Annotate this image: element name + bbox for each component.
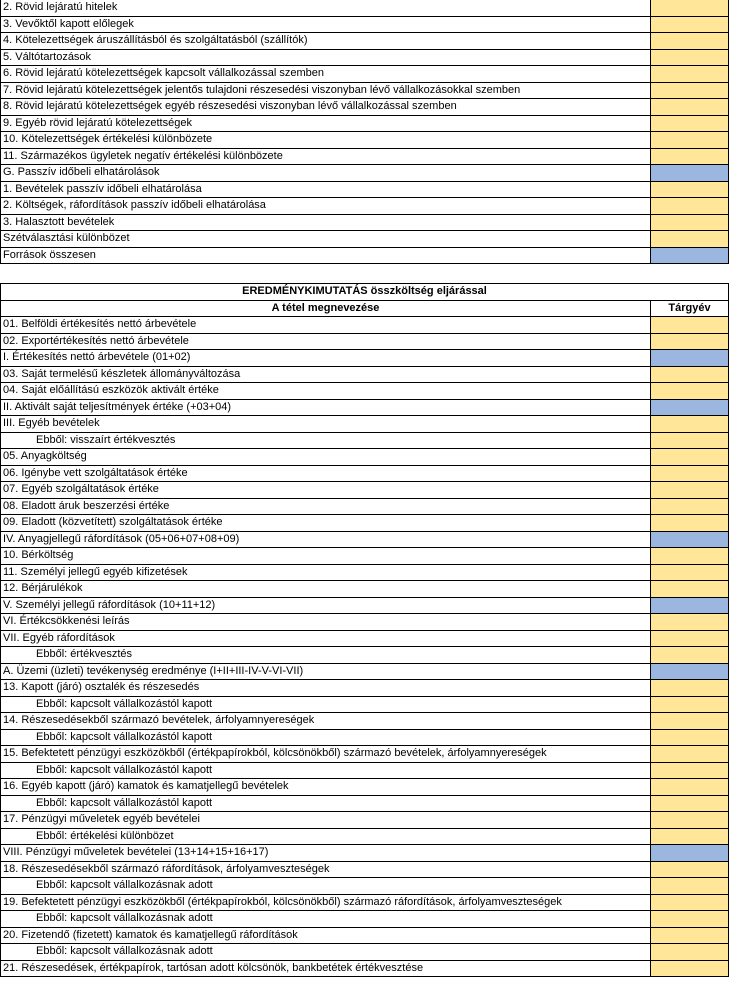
row-label: 9. Egyéb rövid lejáratú kötelezettségek — [1, 115, 651, 132]
table-row — [1, 0, 729, 16]
row-label: 4. Kötelezettségek áruszállításból és szolgáltatásból (szállítók) — [1, 33, 651, 50]
row-label: Ebből: kapcsolt vállalkozástól kapott — [1, 795, 651, 812]
value-cell[interactable] — [651, 729, 729, 746]
row-label: 04. Saját előállítású eszközök aktivált értéke — [1, 383, 651, 400]
value-cell[interactable] — [651, 861, 729, 878]
row-label: 8. Rövid lejáratú kötelezettségek egyéb részesedési viszonyban lévő vállalkozással szemben — [1, 99, 651, 116]
row-label: 10. Bérköltség — [1, 548, 651, 565]
value-cell[interactable] — [651, 713, 729, 730]
table-row — [1, 449, 729, 466]
value-cell[interactable] — [651, 317, 729, 334]
row-label: 18. Részesedésekből származó ráfordítások, árfolyamveszteségek — [1, 861, 651, 878]
table-row — [1, 911, 729, 928]
row-label: 6. Rövid lejáratú kötelezettségek kapcsolt vállalkozással szemben — [1, 66, 651, 83]
row-label: Források összesen — [1, 247, 651, 264]
row-label: 11. Személyi jellegű egyéb kifizetések — [1, 564, 651, 581]
total-value-cell[interactable] — [651, 597, 729, 614]
value-cell[interactable] — [651, 33, 729, 50]
row-label: 21. Részesedések, értékpapírok, tartósan adott kölcsönök, bankbetétek értékvesztése — [1, 960, 651, 977]
row-label: 09. Eladott (közvetített) szolgáltatások értéke — [1, 515, 651, 532]
row-label: III. Egyéb bevételek — [1, 416, 651, 433]
row-label: 14. Részesedésekből származó bevételek, árfolyamnyereségek — [1, 713, 651, 730]
table-row — [1, 432, 729, 449]
row-label: 06. Igénybe vett szolgáltatások értéke — [1, 465, 651, 482]
table-row — [1, 317, 729, 334]
income-statement-body — [1, 284, 729, 977]
value-cell[interactable] — [651, 828, 729, 845]
row-label: 20. Fizetendő (fizetett) kamatok és kamatjellegű ráfordítások — [1, 927, 651, 944]
table-row — [1, 531, 729, 548]
value-cell[interactable] — [651, 115, 729, 132]
table-row — [1, 564, 729, 581]
row-label: 12. Bérjárulékok — [1, 581, 651, 598]
table-row — [1, 762, 729, 779]
table-row — [1, 148, 729, 165]
table-row — [1, 399, 729, 416]
row-label: 19. Befektetett pénzügyi eszközökből (értékpapírokból, kölcsönökből) származó ráfordítások, árfolyamveszteségek — [1, 894, 651, 911]
value-cell[interactable] — [651, 795, 729, 812]
table-row — [1, 597, 729, 614]
table-row — [1, 350, 729, 367]
total-value-cell[interactable] — [651, 845, 729, 862]
table-row — [1, 498, 729, 515]
row-label: 07. Egyéb szolgáltatások értéke — [1, 482, 651, 499]
value-cell[interactable] — [651, 82, 729, 99]
value-cell[interactable] — [651, 498, 729, 515]
value-cell[interactable] — [651, 181, 729, 198]
row-label: A. Üzemi (üzleti) tevékenység eredménye (I+II+III-IV-V-VI-VII) — [1, 663, 651, 680]
row-label: 17. Pénzügyi műveletek egyéb bevételei — [1, 812, 651, 829]
income-statement-table — [0, 283, 729, 977]
value-cell[interactable] — [651, 696, 729, 713]
value-cell[interactable] — [651, 132, 729, 149]
total-value-cell[interactable] — [651, 531, 729, 548]
table-row — [1, 333, 729, 350]
value-cell[interactable] — [651, 515, 729, 532]
balance-sheet-table — [0, 0, 729, 264]
row-label: 3. Vevőktől kapott előlegek — [1, 16, 651, 33]
value-cell[interactable] — [651, 564, 729, 581]
column-header-name: A tétel megnevezése — [1, 300, 651, 317]
table-row — [1, 779, 729, 796]
value-cell[interactable] — [651, 383, 729, 400]
value-cell[interactable] — [651, 333, 729, 350]
row-label: 11. Származékos ügyletek negatív értékelési különbözete — [1, 148, 651, 165]
income-title: EREDMÉNYKIMUTATÁS összköltség eljárással — [1, 284, 729, 301]
value-cell[interactable] — [651, 762, 729, 779]
value-cell[interactable] — [651, 231, 729, 248]
column-header-year: Tárgyév — [651, 300, 729, 317]
value-cell[interactable] — [651, 894, 729, 911]
row-label: VII. Egyéb ráfordítások — [1, 630, 651, 647]
value-cell[interactable] — [651, 16, 729, 33]
table-row — [1, 16, 729, 33]
row-label: Ebből: kapcsolt vállalkozásnak adott — [1, 911, 651, 928]
row-label: 03. Saját termelésű készletek állományváltozása — [1, 366, 651, 383]
table-row — [1, 713, 729, 730]
value-cell[interactable] — [651, 614, 729, 631]
value-cell[interactable] — [651, 944, 729, 961]
row-label: 01. Belföldi értékesítés nettó árbevétele — [1, 317, 651, 334]
table-row — [1, 366, 729, 383]
table-row — [1, 680, 729, 697]
value-cell[interactable] — [651, 148, 729, 165]
value-cell[interactable] — [651, 482, 729, 499]
table-row — [1, 66, 729, 83]
row-label: II. Aktivált saját teljesítmények értéke (+03+04) — [1, 399, 651, 416]
row-label: 2. Rövid lejáratú hitelek — [1, 0, 651, 16]
table-row — [1, 383, 729, 400]
row-label: Ebből: kapcsolt vállalkozásnak adott — [1, 944, 651, 961]
value-cell[interactable] — [651, 416, 729, 433]
table-row — [1, 878, 729, 895]
value-cell[interactable] — [651, 0, 729, 16]
table-row — [1, 581, 729, 598]
total-value-cell[interactable] — [651, 399, 729, 416]
table-row — [1, 861, 729, 878]
value-cell[interactable] — [651, 99, 729, 116]
row-label: Ebből: értékvesztés — [1, 647, 651, 664]
row-label: 10. Kötelezettségek értékelési különbözete — [1, 132, 651, 149]
value-cell[interactable] — [651, 647, 729, 664]
value-cell[interactable] — [651, 366, 729, 383]
value-cell[interactable] — [651, 779, 729, 796]
row-label: G. Passzív időbeli elhatárolások — [1, 165, 651, 182]
table-row — [1, 630, 729, 647]
value-cell[interactable] — [651, 911, 729, 928]
table-row — [1, 515, 729, 532]
table-row — [1, 115, 729, 132]
row-label: 15. Befektetett pénzügyi eszközökből (értékpapírokból, kölcsönökből) származó bevételek, árfolyamnyereségek — [1, 746, 651, 763]
value-cell[interactable] — [651, 465, 729, 482]
table-row — [1, 181, 729, 198]
row-label: 2. Költségek, ráfordítások passzív időbeli elhatárolása — [1, 198, 651, 215]
table-row — [1, 960, 729, 977]
value-cell[interactable] — [651, 927, 729, 944]
value-cell[interactable] — [651, 630, 729, 647]
row-label: Szétválasztási különbözet — [1, 231, 651, 248]
row-label: Ebből: értékelési különbözet — [1, 828, 651, 845]
table-row — [1, 548, 729, 565]
row-label: 05. Anyagköltség — [1, 449, 651, 466]
table-row — [1, 49, 729, 66]
table-row — [1, 465, 729, 482]
value-cell[interactable] — [651, 66, 729, 83]
value-cell[interactable] — [651, 812, 729, 829]
table-row — [1, 812, 729, 829]
row-label: 08. Eladott áruk beszerzési értéke — [1, 498, 651, 515]
table-row — [1, 663, 729, 680]
row-label: Ebből: visszaírt értékvesztés — [1, 432, 651, 449]
row-label: 7. Rövid lejáratú kötelezettségek jelentős tulajdoni részesedési viszonyban lévő vállalkozásokkal szemben — [1, 82, 651, 99]
table-row — [1, 696, 729, 713]
total-value-cell[interactable] — [651, 165, 729, 182]
row-label: IV. Anyagjellegű ráfordítások (05+06+07+08+09) — [1, 531, 651, 548]
table-row — [1, 927, 729, 944]
row-label: 3. Halasztott bevételek — [1, 214, 651, 231]
income-header-row — [1, 300, 729, 317]
table-row — [1, 165, 729, 182]
table-row — [1, 33, 729, 50]
total-value-cell[interactable] — [651, 247, 729, 264]
table-row — [1, 482, 729, 499]
income-title-row — [1, 284, 729, 301]
table-row — [1, 247, 729, 264]
table-row — [1, 614, 729, 631]
table-row — [1, 746, 729, 763]
value-cell[interactable] — [651, 960, 729, 977]
row-label: 5. Váltótartozások — [1, 49, 651, 66]
table-row — [1, 795, 729, 812]
table-row — [1, 214, 729, 231]
row-label: 16. Egyéb kapott (járó) kamatok és kamatjellegű bevételek — [1, 779, 651, 796]
row-label: 13. Kapott (járó) osztalék és részesedés — [1, 680, 651, 697]
row-label: I. Értékesítés nettó árbevétele (01+02) — [1, 350, 651, 367]
row-label: 02. Exportértékesítés nettó árbevétele — [1, 333, 651, 350]
total-value-cell[interactable] — [651, 350, 729, 367]
table-row — [1, 944, 729, 961]
row-label: Ebből: kapcsolt vállalkozásnak adott — [1, 878, 651, 895]
table-row — [1, 198, 729, 215]
value-cell[interactable] — [651, 746, 729, 763]
row-label: Ebből: kapcsolt vállalkozástól kapott — [1, 762, 651, 779]
value-cell[interactable] — [651, 49, 729, 66]
table-row — [1, 894, 729, 911]
row-label: Ebből: kapcsolt vállalkozástól kapott — [1, 696, 651, 713]
table-row — [1, 845, 729, 862]
row-label: Ebből: kapcsolt vállalkozástól kapott — [1, 729, 651, 746]
table-row — [1, 231, 729, 248]
balance-sheet-body — [1, 0, 729, 264]
value-cell[interactable] — [651, 548, 729, 565]
table-row — [1, 828, 729, 845]
value-cell[interactable] — [651, 198, 729, 215]
value-cell[interactable] — [651, 214, 729, 231]
table-row — [1, 647, 729, 664]
value-cell[interactable] — [651, 432, 729, 449]
table-row — [1, 416, 729, 433]
value-cell[interactable] — [651, 878, 729, 895]
value-cell[interactable] — [651, 449, 729, 466]
row-label: VI. Értékcsökkenési leírás — [1, 614, 651, 631]
table-row — [1, 729, 729, 746]
row-label: VIII. Pénzügyi műveletek bevételei (13+14+15+16+17) — [1, 845, 651, 862]
value-cell[interactable] — [651, 680, 729, 697]
table-row — [1, 99, 729, 116]
row-label: V. Személyi jellegű ráfordítások (10+11+12) — [1, 597, 651, 614]
table-row — [1, 82, 729, 99]
value-cell[interactable] — [651, 581, 729, 598]
row-label: 1. Bevételek passzív időbeli elhatárolása — [1, 181, 651, 198]
total-value-cell[interactable] — [651, 663, 729, 680]
table-row — [1, 132, 729, 149]
